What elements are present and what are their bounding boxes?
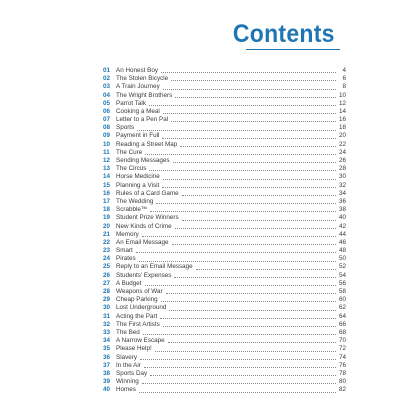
toc-entry-title: Slavery (116, 353, 137, 361)
toc-entry[interactable] (103, 370, 346, 378)
dotted-leader (145, 285, 336, 286)
dotted-leader (156, 203, 336, 204)
dotted-leader (172, 244, 337, 245)
dotted-leader (180, 146, 336, 147)
toc-entry-number: 33 (103, 328, 111, 336)
toc-entry[interactable] (103, 329, 346, 337)
dotted-leader (150, 375, 336, 376)
toc-entry-number: 24 (103, 255, 111, 263)
toc-entry[interactable] (103, 157, 346, 165)
toc-entry-number: 22 (103, 238, 111, 246)
dotted-leader (182, 195, 336, 196)
toc-entry-number: 18 (103, 206, 111, 214)
toc-entry-title: Horse Medicine (116, 173, 160, 181)
toc-entry-page-number: 28 (338, 165, 346, 173)
toc-entry[interactable] (103, 255, 346, 263)
toc-entry-page-number: 34 (338, 189, 346, 197)
toc-entry-title: Acting the Part (116, 312, 158, 320)
toc-entry-number: 08 (103, 124, 111, 132)
toc-entry-title: Scrabble™ (116, 206, 148, 214)
toc-entry-number: 37 (103, 361, 111, 369)
toc-entry-number: 34 (103, 337, 111, 345)
toc-entry-number: 39 (103, 378, 111, 386)
toc-entry[interactable] (103, 354, 346, 362)
toc-entry-page-number: 30 (338, 173, 346, 181)
toc-entry-page-number: 80 (338, 378, 346, 386)
toc-entry-number: 15 (103, 181, 111, 189)
toc-entry-title: Payment in Full (116, 132, 160, 140)
toc-entry-title: Please Help! (116, 345, 152, 353)
toc-entry-title: Smart (116, 247, 133, 255)
toc-entry-title: Winning (116, 378, 139, 386)
toc-entry-page-number: 8 (342, 83, 346, 91)
dotted-leader (155, 351, 336, 352)
toc-entry[interactable] (103, 92, 346, 100)
toc-entry[interactable] (103, 75, 346, 83)
toc-entry-number: 31 (103, 312, 111, 320)
toc-entry-page-number: 76 (338, 361, 346, 369)
toc-entry-title: Sending Messages (116, 157, 170, 165)
dotted-leader (171, 80, 336, 81)
toc-entry-title: The Stolen Bicycle (116, 75, 169, 83)
dotted-leader (162, 187, 336, 188)
page-title: Contents (233, 20, 335, 48)
dotted-leader (171, 121, 336, 122)
toc-entry-number: 12 (103, 157, 111, 165)
toc-entry-title: Lost Underground (116, 304, 167, 312)
toc-entry-title: Student Prize Winners (116, 214, 179, 222)
toc-entry-number: 29 (103, 296, 111, 304)
toc-entry-page-number: 38 (338, 206, 346, 214)
toc-entry-title: Pirates (116, 255, 136, 263)
toc-entry-number: 30 (103, 304, 111, 312)
toc-entry-page-number: 4 (342, 66, 346, 74)
toc-entry-page-number: 68 (338, 328, 346, 336)
toc-entry[interactable] (103, 304, 346, 312)
toc-entry[interactable] (103, 214, 346, 222)
dotted-leader (166, 293, 336, 294)
toc-entry-page-number: 46 (338, 238, 346, 246)
toc-entry-number: 03 (103, 83, 111, 91)
toc-entry-number: 11 (103, 148, 110, 156)
dotted-leader (169, 310, 336, 311)
toc-entry-title: In the Air (116, 361, 141, 369)
toc-entry-title: Reading a Street Map (116, 140, 178, 148)
toc-entry-number: 01 (103, 66, 111, 74)
toc-entry-number: 17 (103, 197, 111, 205)
dotted-leader (139, 261, 336, 262)
dotted-leader (140, 359, 336, 360)
toc-entry-title: Parrot Talk (116, 99, 146, 107)
dotted-leader (145, 154, 336, 155)
toc-entry[interactable] (103, 313, 346, 321)
toc-entry-page-number: 56 (338, 279, 346, 287)
toc-entry-number: 13 (103, 165, 111, 173)
toc-entry[interactable] (103, 321, 346, 329)
toc-entry-title: Letter to a Pen Pal (116, 116, 169, 124)
toc-entry-title: A Budget (116, 279, 142, 287)
dotted-leader (161, 72, 336, 73)
toc-entry-number: 28 (103, 288, 111, 296)
toc-entry-page-number: 40 (338, 214, 346, 222)
dotted-leader (149, 170, 336, 171)
toc-entry[interactable] (103, 149, 346, 157)
toc-entry-title: Cooking a Meal (116, 107, 160, 115)
toc-entry-number: 35 (103, 345, 111, 353)
dotted-leader (143, 334, 336, 335)
toc-entry-title: Rules of a Card Game (116, 189, 179, 197)
toc-entry-title: Planning a Visit (116, 181, 160, 189)
toc-entry-page-number: 50 (338, 255, 346, 263)
dotted-leader (175, 228, 336, 229)
toc-entry-title: Sports Day (116, 369, 148, 377)
dotted-leader (175, 97, 336, 98)
toc-entry-page-number: 12 (338, 99, 346, 107)
dotted-leader (160, 318, 336, 319)
toc-entry[interactable] (103, 116, 346, 124)
toc-entry-page-number: 32 (338, 181, 346, 189)
toc-entry[interactable] (103, 206, 346, 214)
toc-entry-page-number: 64 (338, 312, 346, 320)
toc-entry-number: 16 (103, 189, 111, 197)
toc-entry-number: 27 (103, 279, 111, 287)
toc-entry-number: 02 (103, 75, 111, 83)
dotted-leader (196, 269, 336, 270)
toc-entry-title: Sports (116, 124, 135, 132)
toc-entry[interactable] (103, 165, 346, 173)
toc-entry-number: 21 (103, 230, 111, 238)
toc-entry[interactable] (103, 264, 346, 272)
toc-entry-title: Weapons of War (116, 288, 163, 296)
toc-entry-number: 20 (103, 222, 111, 230)
toc-entry-page-number: 66 (338, 320, 346, 328)
toc-entry-page-number: 62 (338, 304, 346, 312)
dotted-leader (163, 179, 336, 180)
table-of-contents (103, 67, 346, 395)
toc-entry[interactable] (103, 231, 346, 239)
dotted-leader (163, 89, 336, 90)
toc-entry[interactable] (103, 108, 346, 116)
toc-entry-number: 05 (103, 99, 111, 107)
toc-entry[interactable] (103, 83, 346, 91)
dotted-leader (142, 236, 336, 237)
toc-entry[interactable] (103, 345, 346, 353)
toc-entry-page-number: 16 (338, 116, 346, 124)
toc-entry-title: A Train Journey (116, 83, 160, 91)
toc-entry-title: Cheap Parking (116, 296, 158, 304)
toc-entry-number: 04 (103, 91, 111, 99)
toc-entry-page-number: 26 (338, 157, 346, 165)
toc-entry-page-number: 14 (338, 107, 346, 115)
toc-entry-number: 38 (103, 369, 111, 377)
toc-entry-page-number: 22 (338, 140, 346, 148)
toc-entry-title: The Wedding (116, 197, 154, 205)
toc-entry-title: The Wright Brothers (116, 91, 173, 99)
toc-entry-number: 32 (103, 320, 111, 328)
toc-entry-page-number: 52 (338, 263, 346, 271)
toc-entry-number: 23 (103, 247, 111, 255)
toc-entry-page-number: 72 (338, 345, 346, 353)
dotted-leader (174, 277, 336, 278)
toc-entry-number: 09 (103, 132, 111, 140)
dotted-leader (182, 220, 336, 221)
toc-entry-title: A Narrow Escape (116, 337, 165, 345)
toc-entry-title: Students' Expenses (116, 271, 172, 279)
toc-entry-number: 14 (103, 173, 111, 181)
toc-entry-page-number: 18 (338, 124, 346, 132)
toc-entry-title: New Kinds of Crime (116, 222, 172, 230)
toc-entry-title: The Cure (116, 148, 143, 156)
toc-entry-page-number: 36 (338, 197, 346, 205)
toc-entry-page-number: 70 (338, 337, 346, 345)
toc-entry-page-number: 24 (338, 148, 346, 156)
toc-entry-page-number: 48 (338, 247, 346, 255)
dotted-leader (162, 138, 336, 139)
toc-entry[interactable] (103, 173, 346, 181)
title-underline (246, 49, 340, 50)
dotted-leader (142, 383, 336, 384)
toc-entry-number: 10 (103, 140, 111, 148)
toc-entry[interactable] (103, 141, 346, 149)
toc-entry-title: Memory (116, 230, 139, 238)
toc-entry[interactable] (103, 386, 346, 394)
toc-entry-number: 25 (103, 263, 111, 271)
toc-entry[interactable] (103, 190, 346, 198)
toc-entry-number: 19 (103, 214, 111, 222)
toc-entry-page-number: 42 (338, 222, 346, 230)
toc-entry-number: 36 (103, 353, 111, 361)
toc-entry[interactable] (103, 280, 346, 288)
toc-entry-page-number: 58 (338, 288, 346, 296)
toc-entry-page-number: 10 (338, 91, 346, 99)
toc-entry[interactable] (103, 288, 346, 296)
dotted-leader (163, 113, 336, 114)
toc-entry-page-number: 54 (338, 271, 346, 279)
toc-entry[interactable] (103, 182, 346, 190)
dotted-leader (173, 162, 336, 163)
toc-entry-page-number: 82 (338, 386, 346, 394)
toc-entry-title: Homes (116, 386, 136, 394)
toc-entry-title: An Honest Boy (116, 66, 159, 74)
toc-entry[interactable] (103, 272, 346, 280)
toc-entry[interactable] (103, 337, 346, 345)
toc-entry-title: The First Artists (116, 320, 160, 328)
dotted-leader (168, 342, 336, 343)
toc-entry-page-number: 6 (342, 75, 346, 83)
toc-entry[interactable] (103, 296, 346, 304)
dotted-leader (139, 392, 336, 393)
dotted-leader (150, 211, 336, 212)
toc-entry-page-number: 60 (338, 296, 346, 304)
toc-entry[interactable] (103, 198, 346, 206)
toc-entry-title: An Email Message (116, 238, 169, 246)
toc-entry-title: The Bed (116, 328, 140, 336)
dotted-leader (144, 367, 336, 368)
dotted-leader (136, 252, 336, 253)
toc-entry-title: The Circus (116, 165, 147, 173)
toc-entry[interactable] (103, 247, 346, 255)
toc-entry-page-number: 44 (338, 230, 346, 238)
toc-entry[interactable] (103, 239, 346, 247)
toc-entry[interactable] (103, 100, 346, 108)
toc-entry[interactable] (103, 223, 346, 231)
toc-entry-number: 26 (103, 271, 111, 279)
toc-entry-number: 07 (103, 116, 111, 124)
toc-entry[interactable] (103, 362, 346, 370)
dotted-leader (149, 105, 336, 106)
toc-entry[interactable] (103, 133, 346, 141)
toc-entry-page-number: 20 (338, 132, 346, 140)
toc-entry[interactable] (103, 67, 346, 75)
toc-entry-page-number: 74 (338, 353, 346, 361)
toc-entry[interactable] (103, 378, 346, 386)
toc-entry-title: Reply to an Email Message (116, 263, 193, 271)
toc-entry-page-number: 78 (338, 369, 346, 377)
dotted-leader (137, 130, 336, 131)
dotted-leader (161, 301, 336, 302)
dotted-leader (163, 326, 336, 327)
toc-entry-number: 40 (103, 386, 111, 394)
toc-entry[interactable] (103, 124, 346, 132)
toc-entry-number: 06 (103, 107, 111, 115)
